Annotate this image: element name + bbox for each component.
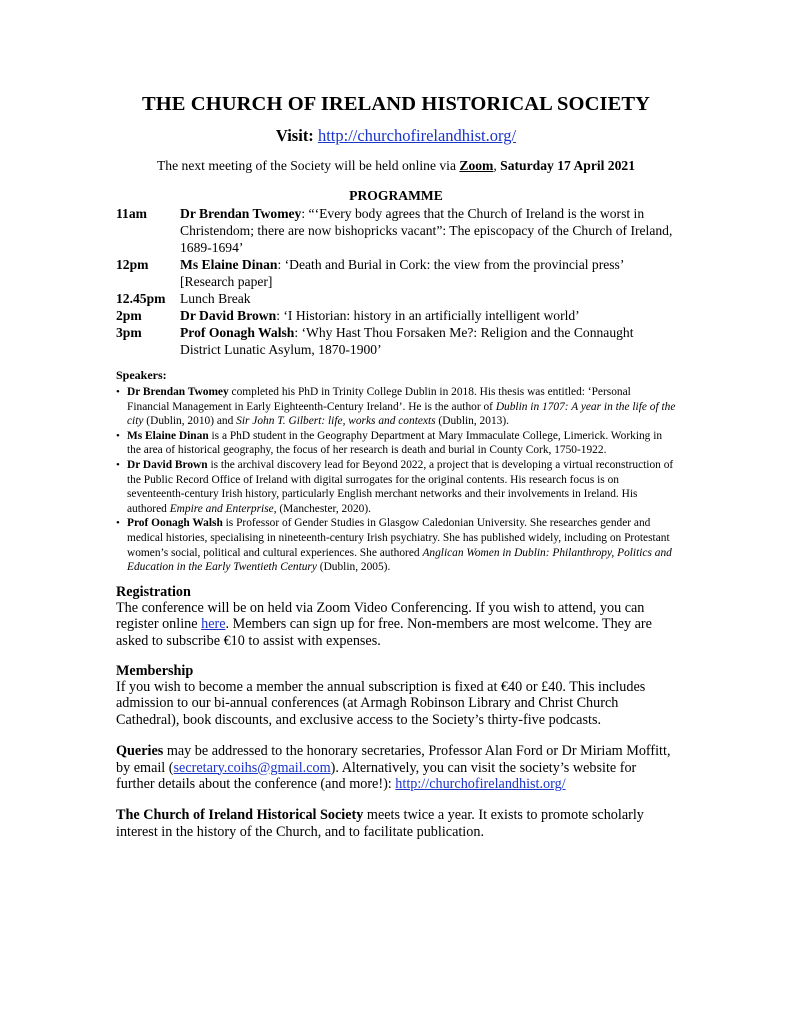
page-title: THE CHURCH OF IRELAND HISTORICAL SOCIETY [141,93,651,115]
programme-time: 12.45pm [116,291,166,306]
programme-list [116,205,676,358]
bullet-icon: • [116,386,120,398]
intro-text: The next meeting of the Society will be held online via [157,158,460,173]
programme-talk [180,205,676,256]
book-title: Sir John T. Gilbert: life, works and contexts [236,415,436,428]
society-name: The Church of Ireland Historical Society [116,807,364,824]
programme-item [116,290,676,307]
bio-text: (Dublin, 2005). [316,561,391,574]
programme-talk [180,290,676,307]
programme-item [116,324,676,358]
about-paragraph [116,807,676,840]
programme-item [116,256,676,290]
registration-text-part: The conference will be on held via Zoom Video Conferencing. If you wish to attend, you can register online [116,599,645,633]
email-link[interactable]: secretary.coihs@gmail.com [173,759,331,776]
programme-heading: PROGRAMME [349,188,443,203]
programme-title: : ‘Why Hast Thou Forsaken Me?: Religion and the Connaught District Lunatic Asylum, 1870-1900’ [180,325,634,357]
programme-item [116,307,676,324]
queries-paragraph [116,743,676,792]
speaker-name: Prof Oonagh Walsh [127,517,223,530]
queries-text: ). Alternatively, you can visit the society’s website for further details about the conference (and more!): [116,759,637,792]
bullet-icon: • [116,458,120,471]
speaker-bio [116,429,676,458]
speaker-bio [116,516,676,574]
visit-line [116,126,676,146]
bullet-icon: • [116,429,120,442]
register-link[interactable]: here [201,616,226,633]
meeting-intro [116,158,676,174]
programme-speaker: Prof Oonagh Walsh [180,325,295,340]
bio-text: , (Manchester, 2020). [273,502,371,515]
intro-sep: , [493,158,501,173]
speakers-list [116,385,676,575]
about-text: meets twice a year. It exists to promote scholarly interest in the history of the Church, and to facilitate publication. [116,807,644,840]
programme-title: : ‘Death and Burial in Cork: the view from the provincial press’ [Research paper] [180,257,624,289]
visit-label: Visit: [275,126,314,145]
document-page [116,93,676,840]
programme-talk [180,256,676,290]
zoom-word: Zoom [459,158,494,173]
speaker-name: Dr David Brown [127,458,208,471]
speaker-bio [116,458,676,516]
speaker-name: Ms Elaine Dinan [127,429,209,442]
bullet-icon: • [116,517,120,530]
book-title: Empire and Enterprise [169,502,274,515]
bio-text: is the archival discovery lead for Beyond 2022, a project that is developing a virtual reconstruction of the Public Record Office of Ireland with digital surrogates for the original contents. His research focus is on seventeenth-century Irish history, particularly English merchant networks and their involvements in Ireland. His authored [127,458,674,515]
speakers-heading: Speakers: [116,368,167,382]
website-link-bottom[interactable]: http://churchofirelandhist.org/ [395,775,566,792]
speaker-name: Dr Brendan Twomey [127,386,229,398]
programme-speaker: Ms Elaine Dinan [180,257,278,272]
bio-text: (Dublin, 2013). [435,415,509,428]
programme-talk [180,324,676,358]
meeting-date: Saturday 17 April 2021 [500,158,635,173]
programme-time: 11am [116,206,147,221]
registration-text [116,600,676,649]
programme-title: : ‘I Historian: history in an artificially intelligent world’ [276,308,580,323]
programme-talk [180,307,676,324]
speaker-bio [116,385,676,429]
programme-time: 2pm [116,308,142,323]
programme-title: Lunch Break [180,291,251,306]
book-title: Dublin in 1707: A year in the life of the city [127,400,676,428]
programme-time: 3pm [116,325,142,340]
bio-text: is Professor of Gender Studies in Glasgow Caledonian University. She researches gender and medical histories, specialising in nineteenth-century Irish psychiatry. She has published widely, including on Protestant women’s social, political and cultural experiences. She authored [127,517,670,559]
programme-title: : “‘Every body agrees that the Church of Ireland is the worst in Christendom; there are now bishopricks vacant”: The episcopacy of the Church of Ireland, 1689-1694’ [180,206,673,255]
programme-time: 12pm [116,257,149,272]
programme-item [116,205,676,256]
bio-text: completed his PhD in Trinity College Dublin in 2018. His thesis was entitled: ‘Personal Financial Management in Early Eighteenth-Century Ireland’. He is the author of [127,386,631,413]
registration-heading: Registration [116,583,191,600]
queries-text: may be addressed to the honorary secretaries, Professor Alan Ford or Dr Miriam Moffitt, by email ( [116,743,671,776]
bio-text: is a PhD student in the Geography Department at Mary Immaculate College, Limerick. Working in the area of historical geography, the focus of her research is death and burial in County Cork, 1750-1922. [127,429,663,457]
website-link[interactable]: http://churchofirelandhist.org/ [317,126,517,145]
programme-speaker: Dr David Brown [180,308,277,323]
membership-text: If you wish to become a member the annual subscription is fixed at €40 or £40. This includes admission to our bi-annual conferences (at Armagh Robinson Library and Christ Church Cathedral), book discounts, and exclusive access to the Society’s thirty-five podcasts. [116,678,646,728]
book-title: Anglican Women in Dublin: Philanthropy, Politics and Education in the Early Twentieth Century [127,546,672,574]
membership-heading: Membership [116,662,194,679]
programme-speaker: Dr Brendan Twomey [180,206,302,221]
queries-label: Queries [116,743,164,760]
registration-text-part: . Members can sign up for free. Non-members are most welcome. They are asked to subscribe €10 to assist with expenses. [116,616,652,649]
bio-text: (Dublin, 2010) and [143,415,237,428]
